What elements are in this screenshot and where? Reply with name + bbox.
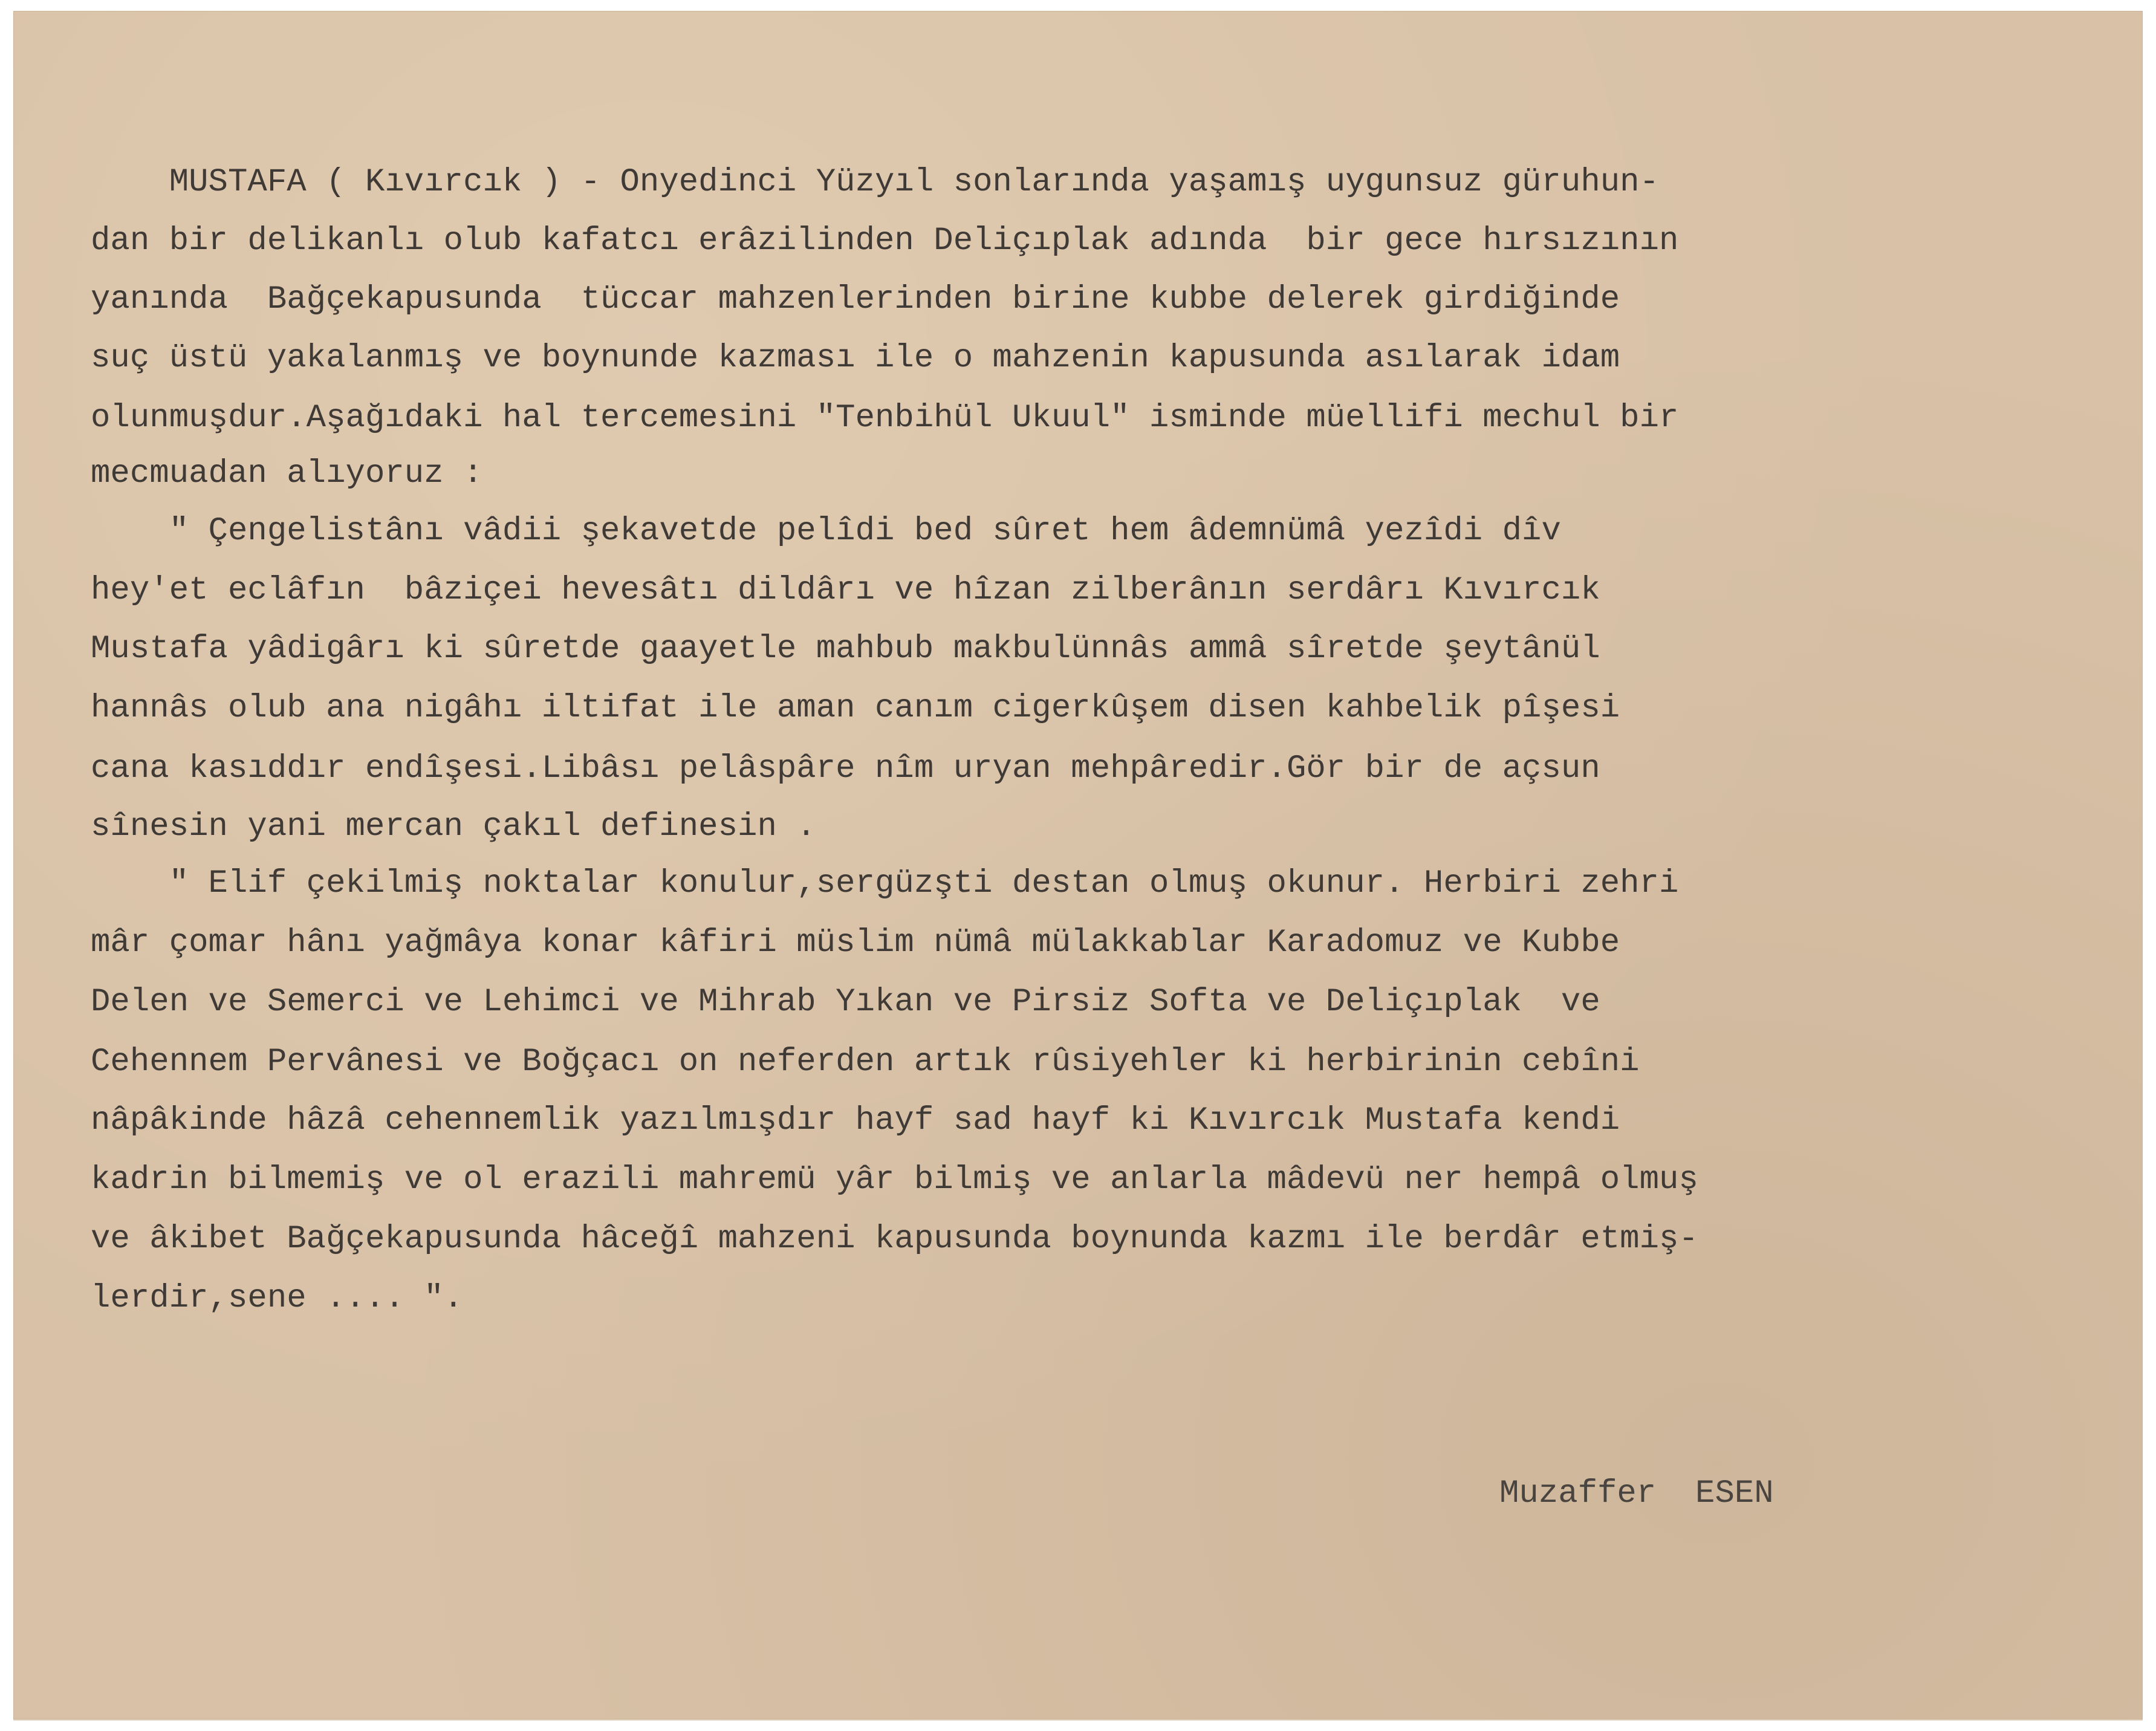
text-line: nâpâkinde hâzâ cehennemlik yazılmışdır hayf sad hayf ki Kıvırcık Mustafa kendi — [91, 1102, 1620, 1139]
text-line: mecmuadan alıyoruz : — [91, 455, 483, 492]
paper-edge — [13, 1720, 2143, 1721]
text-line: olunmuşdur.Aşağıdaki hal tercemesini "Tenbihül Ukuul" isminde müellifi mechul bir — [91, 400, 1679, 437]
text-line: " Elif çekilmiş noktalar konulur,sergüzşti destan olmuş okunur. Herbiri zehri — [91, 865, 1679, 902]
text-line: ve âkibet Bağçekapusunda hâceğî mahzeni kapusunda boynunda kazmı ile berdâr etmiş- — [91, 1221, 1698, 1258]
text-line: Mustafa yâdigârı ki sûretde gaayetle mahbub makbulünnâs ammâ sîretde şeytânül — [91, 631, 1600, 667]
text-line: Cehennem Pervânesi ve Boğçacı on neferden artık rûsiyehler ki herbirinin cebîni — [91, 1044, 1640, 1080]
text-line: hannâs olub ana nigâhı iltifat ile aman canım cigerkûşem disen kahbelik pîşesi — [91, 690, 1620, 727]
text-line: yanında Bağçekapusunda tüccar mahzenlerinden birine kubbe delerek girdiğinde — [91, 281, 1620, 318]
text-line: mâr çomar hânı yağmâya konar kâfiri müslim nümâ mülakkablar Karadomuz ve Kubbe — [91, 924, 1620, 961]
text-line: " Çengelistânı vâdii şekavetde pelîdi bed sûret hem âdemnümâ yezîdi dîv — [91, 513, 1561, 550]
text-line: kadrin bilmemiş ve ol erazili mahremü yâr bilmiş ve anlarla mâdevü ner hempâ olmuş — [91, 1161, 1698, 1198]
text-line: lerdir,sene .... ". — [91, 1280, 464, 1317]
text-line: Delen ve Semerci ve Lehimci ve Mihrab Yıkan ve Pirsiz Softa ve Deliçıplak ve — [91, 984, 1600, 1021]
text-line: MUSTAFA ( Kıvırcık ) - Onyedinci Yüzyıl sonlarında yaşamış uygunsuz güruhun- — [91, 164, 1660, 201]
text-line: sînesin yani mercan çakıl definesin . — [91, 808, 816, 845]
text-line: cana kasıddır endîşesi.Libâsı pelâspâre nîm uryan mehpâredir.Gör bir de açsun — [91, 750, 1600, 787]
text-line: dan bir delikanlı olub kafatcı erâzilinden Deliçıplak adında bir gece hırsızının — [91, 222, 1679, 259]
signature: Muzaffer ESEN — [1499, 1475, 1774, 1512]
text-line: hey'et eclâfın bâziçei hevesâtı dildârı ve hîzan zilberânın serdârı Kıvırcık — [91, 572, 1600, 609]
text-line: suç üstü yakalanmış ve boynunde kazması ile o mahzenin kapusunda asılarak idam — [91, 340, 1620, 377]
